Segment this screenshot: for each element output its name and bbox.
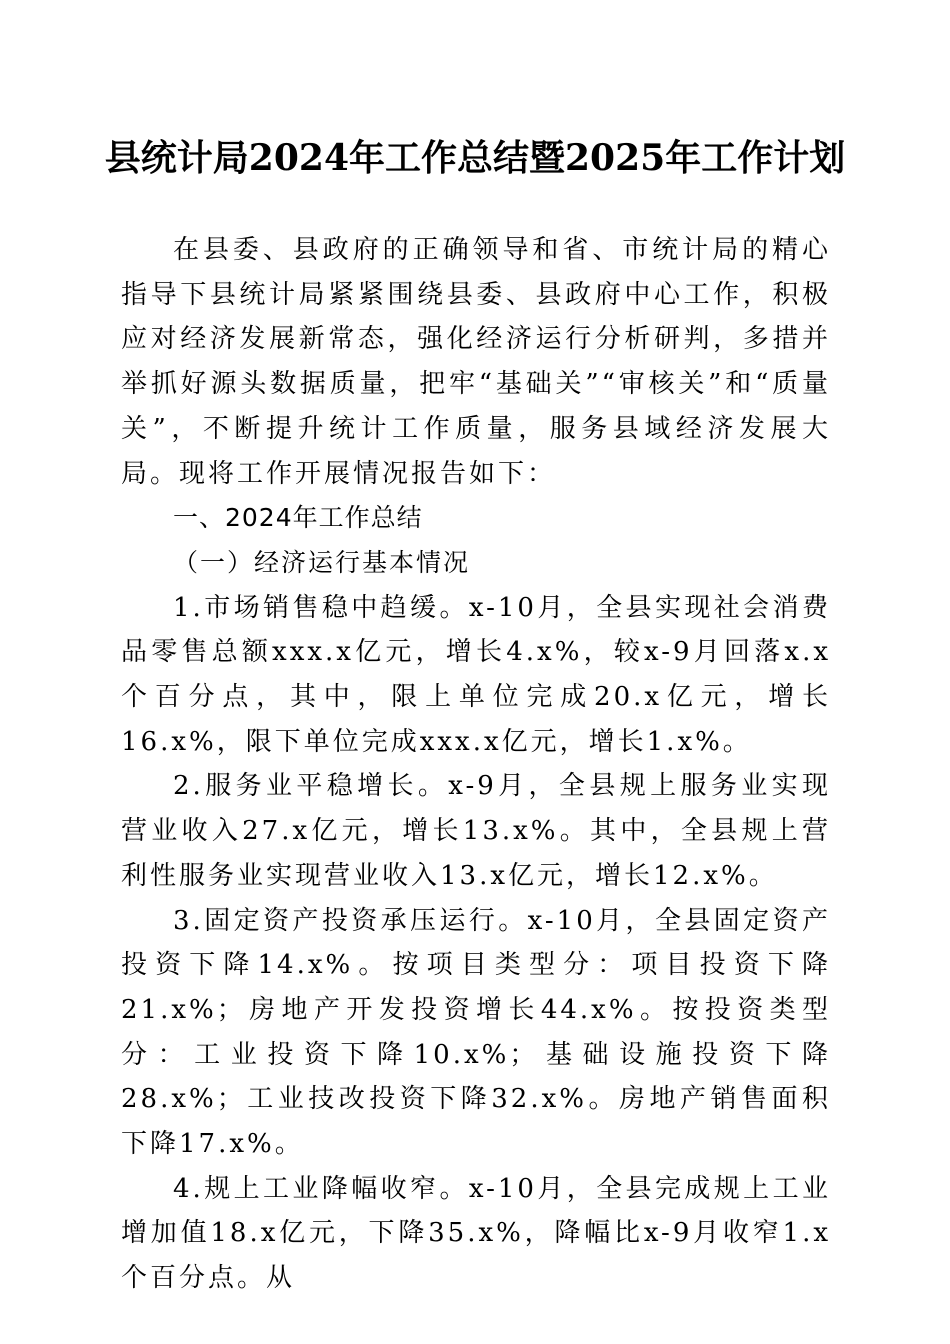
item-industrial-output: 4.规上工业降幅收窄。x-10月，全县完成规上工业增加值18.x亿元，下降35.x%，降幅比x-9月收窄1.x个百分点。从	[121, 1173, 831, 1294]
document-body	[121, 228, 831, 1301]
item-market-sales: 1.市场销售稳中趋缓。x-10月，全县实现社会消费品零售总额xxx.x亿元，增长4.x%，较x-9月回落x.x个百分点，其中，限上单位完成20.x亿元，增长16.x%，限下单位完成xxx.x亿元，增长1.x%。	[121, 592, 831, 757]
intro-paragraph: 在县委、县政府的正确领导和省、市统计局的精心指导下县统计局紧紧围绕县委、县政府中心工作，积极应对经济发展新常态，强化经济运行分析研判，多措并举抓好源头数据质量，把牢“基础关”“审核关”和“质量关”，不断提升统计工作质量，服务县域经济发展大局。现将工作开展情况报告如下：	[121, 235, 831, 489]
document-title: 县统计局2024年工作总结暨2025年工作计划	[104, 137, 846, 179]
item-service-industry: 2.服务业平稳增长。x-9月，全县规上服务业实现营业收入27.x亿元，增长13.x%。其中，全县规上营利性服务业实现营业收入13.x亿元，增长12.x%。	[121, 771, 831, 891]
section-heading-2024-summary: 一、2024年工作总结	[173, 503, 423, 533]
item-fixed-asset-investment: 3.固定资产投资承压运行。x-10月，全县固定资产投资下降14.x%。按项目类型分：项目投资下降21.x%；房地产开发投资增长44.x%。按投资类型分：工业投资下降10.x%；基础设施投资下降28.x%；工业技改投资下降32.x%。房地产销售面积下降17.x%。	[121, 905, 831, 1160]
subsection-heading-economic-operation: （一）经济运行基本情况	[173, 547, 471, 577]
